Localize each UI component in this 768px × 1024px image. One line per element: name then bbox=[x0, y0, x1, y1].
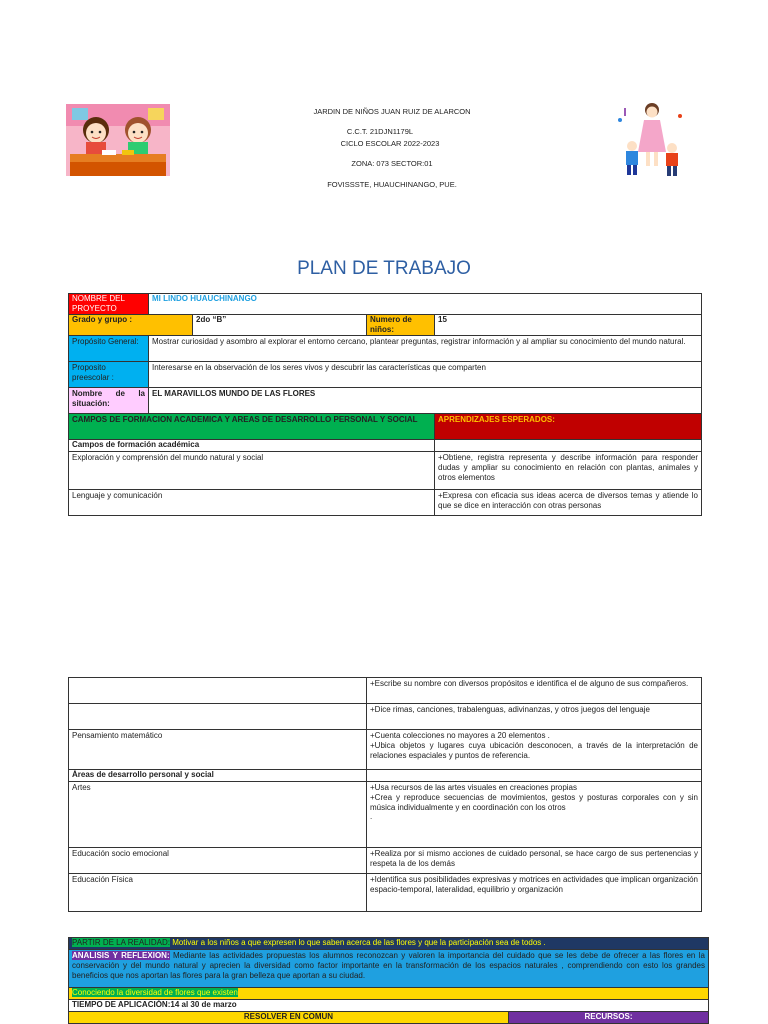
application-time: TIEMPO DE APLICACIÓN:14 al 30 de marzo bbox=[69, 1000, 709, 1012]
school-address: FOVISSSTE, HUAUCHINANGO, PUE. bbox=[327, 180, 457, 189]
language-empty-cell bbox=[69, 704, 367, 730]
expected-learning-header: APRENDIZAJES ESPERADOS: bbox=[435, 414, 702, 440]
field-name: Lenguaje y comunicación bbox=[69, 490, 435, 516]
reality-row bbox=[69, 938, 709, 950]
project-value: MI LINDO HUAUCHINANGO bbox=[149, 294, 702, 315]
school-logo-right bbox=[610, 100, 694, 184]
plan-table-middle bbox=[68, 677, 702, 912]
pe-learning: +Identifica sus posibilidades expresivas y motrices en actividades que implican organización espacio-temporal, lateralidad, equilibrio y organización bbox=[367, 874, 702, 912]
math-learning bbox=[367, 730, 702, 770]
arts-label: Artes bbox=[69, 782, 367, 848]
arts-learning-2: +Crea y reproduce secuencias de movimientos, gestos y posturas corporales con y sin música individualmente y en coordinación con los otros bbox=[370, 793, 698, 812]
math-label: Pensamiento matemático bbox=[69, 730, 367, 770]
situation-value: EL MARAVILLOS MUNDO DE LAS FLORES bbox=[149, 388, 702, 414]
school-cycle: CICLO ESCOLAR 2022-2023 bbox=[340, 139, 440, 148]
knowing-text: Conociendo la diversidad de flores que existen bbox=[72, 988, 238, 997]
math-learning-2: +Ubica objetos y lugares cuya ubicación desconocen, a través de la interpretación de relaciones espaciales y puntos de referencia. bbox=[370, 741, 698, 760]
general-purpose-value: Mostrar curiosidad y asombro al explorar el entorno cercano, plantear preguntas, registrar información y al ampliar su conocimiento del mundo natural. bbox=[149, 336, 702, 362]
grade-label: Grado y grupo : bbox=[69, 315, 193, 336]
socio-label: Educación socio emocional bbox=[69, 848, 367, 874]
arts-learning-3: . bbox=[370, 812, 373, 821]
areas-empty-cell bbox=[367, 770, 702, 782]
preschool-purpose-label: Proposito preescolar : bbox=[69, 362, 149, 388]
analysis-value: Mediante las actividades propuestas los alumnos reconozcan y valoren la importancia del cuidado que se les debe de ofrecer a las flores en la conservación y del mundo natural y aprecien la diversidad como factor importante en la transformación de los espacios naturales , comprendiendo con esto los grandes beneficios que nos aportan las flores para la gran belleza que aportan a su ciudad. bbox=[72, 951, 705, 980]
school-name: JARDIN DE NIÑOS JUAN RUIZ DE ALARCON bbox=[313, 107, 471, 116]
analysis-row bbox=[69, 950, 709, 988]
school-zone: ZONA: 073 SECTOR:01 bbox=[351, 159, 433, 168]
language-learning-1: +Escribe su nombre con diversos propósitos e identifica el de alguno de sus compañeros. bbox=[367, 678, 702, 704]
reality-label: PARTIR DE LA REALIDAD: bbox=[72, 938, 170, 947]
grade-value: 2do “B” bbox=[193, 315, 367, 336]
preschool-purpose-value: Interesarse en la observación de los seres vivos y descubrir las características que comparten bbox=[149, 362, 702, 388]
areas-header: Áreas de desarrollo personal y social bbox=[69, 770, 367, 782]
school-cct: C.C.T. 21DJN1179L bbox=[346, 127, 414, 136]
plan-table-top bbox=[68, 293, 702, 516]
reality-value: Motivar a los niños a que expresen lo que saben acerca de las flores y que la participación sea de todos . bbox=[169, 938, 546, 947]
language-learning-2: +Dice rimas, canciones, trabalenguas, adivinanzas, y otros juegos del lenguaje bbox=[367, 704, 702, 730]
pe-label: Educación Física bbox=[69, 874, 367, 912]
children-label: Numero de niños: bbox=[367, 315, 435, 336]
resources-header: RECURSOS: bbox=[509, 1012, 709, 1024]
knowing-row bbox=[69, 988, 709, 1000]
academic-fields-header: Campos de formación académica bbox=[69, 440, 435, 452]
resolve-header: RESOLVER EN COMUN bbox=[69, 1012, 509, 1024]
situation-label: Nombre de la situación: bbox=[69, 388, 149, 414]
arts-learning bbox=[367, 782, 702, 848]
language-empty-cell bbox=[69, 678, 367, 704]
math-learning-1: +Cuenta colecciones no mayores a 20 elementos . bbox=[370, 731, 550, 740]
page-title: PLAN DE TRABAJO bbox=[297, 258, 471, 279]
field-name: Exploración y comprensión del mundo natural y social bbox=[69, 452, 435, 490]
arts-learning-1: +Usa recursos de las artes visuales en creaciones propias bbox=[370, 783, 577, 792]
academic-fields-empty bbox=[435, 440, 702, 452]
field-learning: +Expresa con eficacia sus ideas acerca de diversos temas y atiende lo que se dice en interacción con otras personas bbox=[435, 490, 702, 516]
socio-learning: +Realiza por si mismo acciones de cuidado personal, se hace cargo de sus pertenencias y respeta la de los demás bbox=[367, 848, 702, 874]
general-purpose-label: Propósito General: bbox=[69, 336, 149, 362]
plan-table-bottom bbox=[68, 937, 709, 1024]
children-value: 15 bbox=[435, 315, 702, 336]
analysis-label: ANALISIS Y REFLEXION: bbox=[72, 951, 170, 960]
project-label: NOMBRE DEL PROYECTO bbox=[69, 294, 149, 315]
field-learning: +Obtiene, registra representa y describe información para responder dudas y ampliar su conocimiento en relación con plantas, animales y otros elementos bbox=[435, 452, 702, 490]
fields-header: CAMPOS DE FORMACION ACADEMICA Y AREAS DE DESARROLLO PERSONAL Y SOCIAL bbox=[69, 414, 435, 440]
